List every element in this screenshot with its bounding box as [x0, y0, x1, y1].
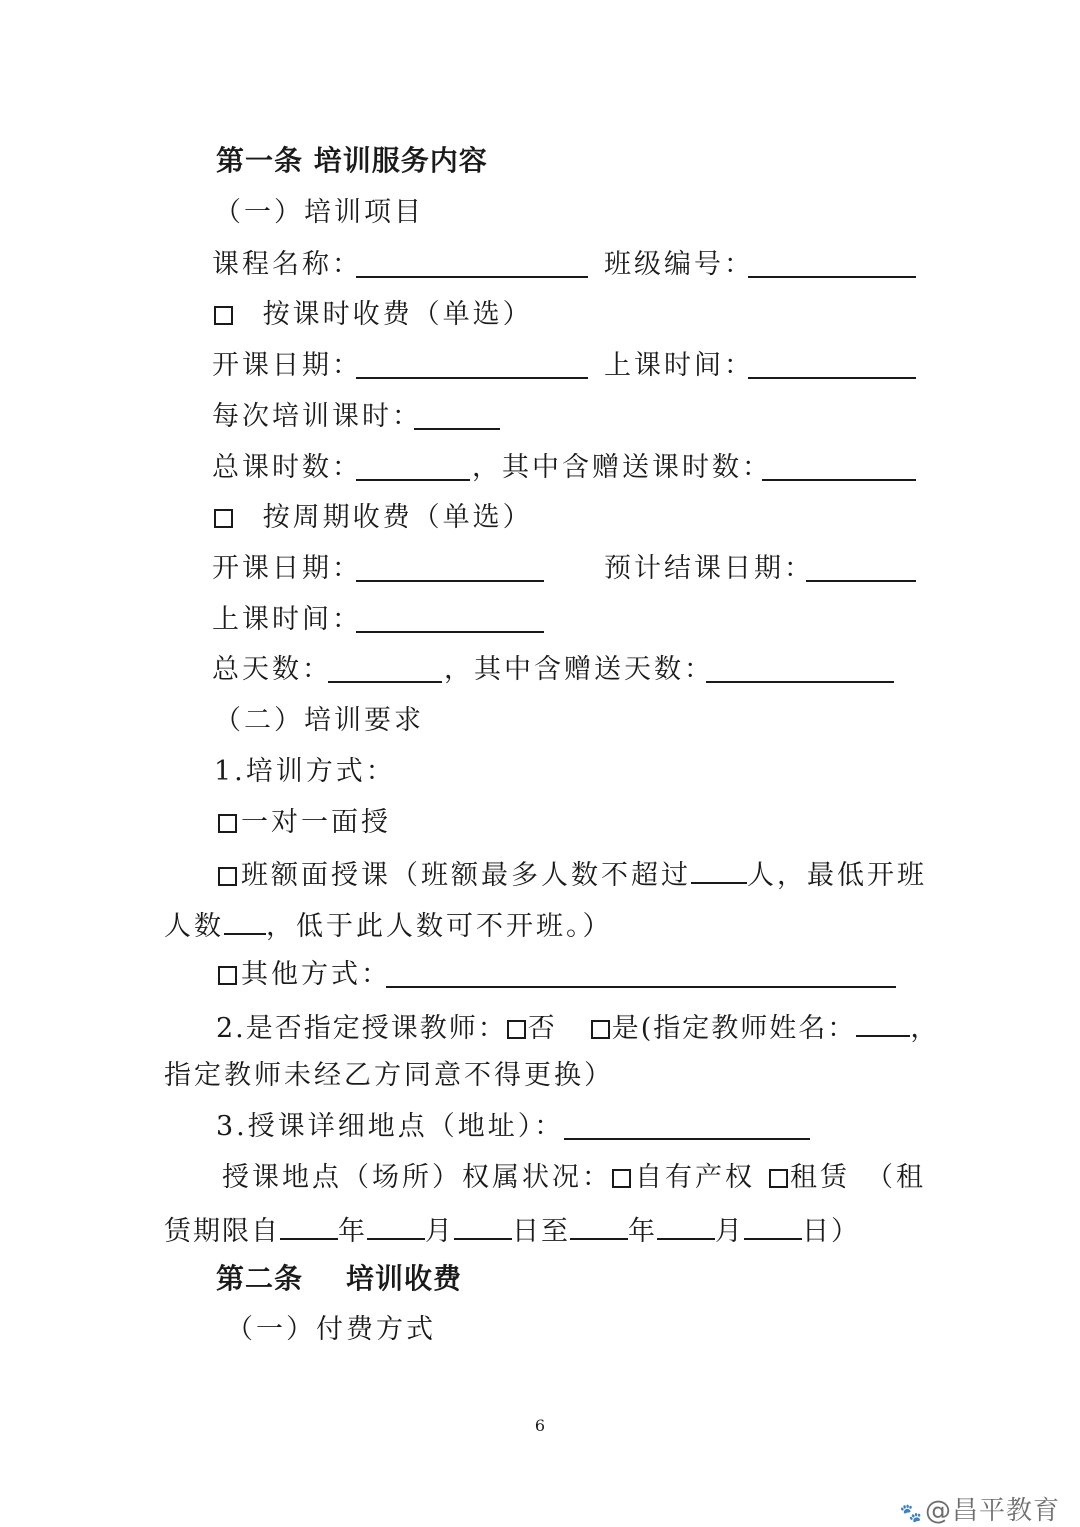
watermark-text: @昌平教育: [924, 1496, 1060, 1526]
class-teaching-label: 班额面授课（班额最多人数不超过: [241, 860, 691, 891]
max-students-blank[interactable]: [691, 856, 747, 884]
other-method-row: [218, 958, 391, 992]
lease-start-month-blank[interactable]: [367, 1212, 425, 1240]
teacher-yes-label: 是(指定教师姓名：: [611, 1013, 857, 1044]
lease-year-label-2: 年: [628, 1216, 657, 1247]
teacher-row: [216, 1009, 939, 1046]
owned-label: 自有产权: [635, 1162, 755, 1193]
expected-end-blank[interactable]: [806, 554, 916, 582]
class-teaching-checkbox[interactable]: [218, 867, 237, 886]
per-session-hours-label: 每次培训课时：: [212, 401, 422, 432]
class-no-label: 班级编号：: [604, 249, 754, 280]
total-days-blank[interactable]: [328, 655, 442, 683]
training-method-label: 1.培训方式：: [214, 756, 396, 787]
lease-end-month-blank[interactable]: [657, 1212, 715, 1240]
ownership-label: 授课地点（场所）权属状况：: [222, 1162, 612, 1193]
by-period-row: [214, 501, 533, 535]
teacher-yes-checkbox[interactable]: [591, 1020, 610, 1039]
class-teaching-row-2: [164, 907, 613, 944]
lease-prefix: 赁期限自: [164, 1216, 280, 1247]
teacher-name-blank[interactable]: [856, 1009, 910, 1037]
lease-month-label-2: 月: [715, 1216, 744, 1247]
start-date-blank[interactable]: [356, 351, 588, 379]
section-payment-method: （一）付费方式: [226, 1314, 436, 1345]
other-method-label: 其他方式：: [241, 959, 391, 990]
min-students-label: 人数: [164, 911, 224, 942]
class-teaching-row: [218, 856, 927, 893]
expected-end-label: 预计结课日期：: [604, 553, 814, 584]
gift-hours-blank[interactable]: [762, 453, 916, 481]
total-days-label: 总天数：: [212, 654, 332, 685]
class-no-blank[interactable]: [748, 250, 916, 278]
course-name-label: 课程名称：: [212, 249, 362, 280]
by-hour-checkbox[interactable]: [214, 306, 233, 325]
teacher-no-label: 否: [527, 1013, 557, 1044]
address-blank[interactable]: [564, 1112, 810, 1140]
owned-checkbox[interactable]: [612, 1169, 631, 1188]
leased-checkbox[interactable]: [769, 1169, 788, 1188]
start-date-blank-2[interactable]: [356, 554, 544, 582]
lease-end-day-blank[interactable]: [744, 1212, 802, 1240]
lease-start-year-blank[interactable]: [280, 1212, 338, 1240]
gift-hours-label: ，其中含赠送课时数：: [472, 452, 772, 483]
teacher-question: 2.是否指定授课教师：: [216, 1013, 507, 1044]
start-date-label-2: 开课日期：: [212, 553, 362, 584]
class-teaching-label-2: 人，最低开班: [747, 860, 927, 891]
lease-open: （租: [866, 1162, 926, 1193]
page-number: 6: [534, 1416, 546, 1435]
course-name-blank[interactable]: [356, 250, 588, 278]
start-date-label: 开课日期：: [212, 350, 362, 381]
lease-period-row: [164, 1212, 860, 1249]
total-hours-blank[interactable]: [356, 453, 470, 481]
one-on-one-row: [218, 806, 391, 840]
teacher-note: 指定教师未经乙方同意不得更换）: [164, 1060, 614, 1091]
watermark: [900, 1490, 1060, 1527]
by-hour-label: 按课时收费（单选）: [262, 299, 533, 330]
class-time-label: 上课时间：: [604, 350, 754, 381]
teacher-no-checkbox[interactable]: [507, 1020, 526, 1039]
lease-month-label: 月: [425, 1216, 454, 1247]
article1-heading: 第一条 培训服务内容: [216, 144, 488, 177]
total-hours-label: 总课时数：: [212, 452, 362, 483]
by-period-label: 按周期收费（单选）: [262, 502, 533, 533]
article2-heading: 第二条 培训收费: [216, 1262, 462, 1295]
lease-day-to-label: 日至: [512, 1216, 570, 1247]
gift-days-blank[interactable]: [706, 655, 894, 683]
address-label: 3.授课详细地点（地址）：: [216, 1111, 565, 1142]
per-session-hours-blank[interactable]: [414, 402, 500, 430]
by-period-checkbox[interactable]: [214, 509, 233, 528]
class-time-blank[interactable]: [748, 351, 916, 379]
gift-days-label: ，其中含赠送天数：: [444, 654, 714, 685]
lease-end-year-blank[interactable]: [570, 1212, 628, 1240]
one-on-one-label: 一对一面授: [241, 807, 391, 838]
min-students-blank[interactable]: [224, 907, 266, 935]
lease-start-day-blank[interactable]: [454, 1212, 512, 1240]
min-students-note: ，低于此人数可不开班。）: [266, 911, 613, 942]
section-training-item: （一）培训项目: [214, 197, 424, 228]
leased-label: 租赁: [790, 1162, 850, 1193]
other-method-checkbox[interactable]: [218, 966, 237, 985]
one-on-one-checkbox[interactable]: [218, 814, 237, 833]
other-method-blank[interactable]: [386, 960, 896, 988]
section-training-requirements: （二）培训要求: [214, 705, 424, 736]
by-hour-row: [214, 298, 533, 332]
class-time-blank-2[interactable]: [356, 605, 544, 633]
teacher-yes-tail: ，: [910, 1013, 940, 1044]
ownership-row: [222, 1161, 926, 1195]
paw-icon: 🐾: [899, 1503, 923, 1524]
class-time-label-2: 上课时间：: [212, 604, 362, 635]
lease-day-end-label: 日）: [802, 1216, 860, 1247]
lease-year-label: 年: [338, 1216, 367, 1247]
